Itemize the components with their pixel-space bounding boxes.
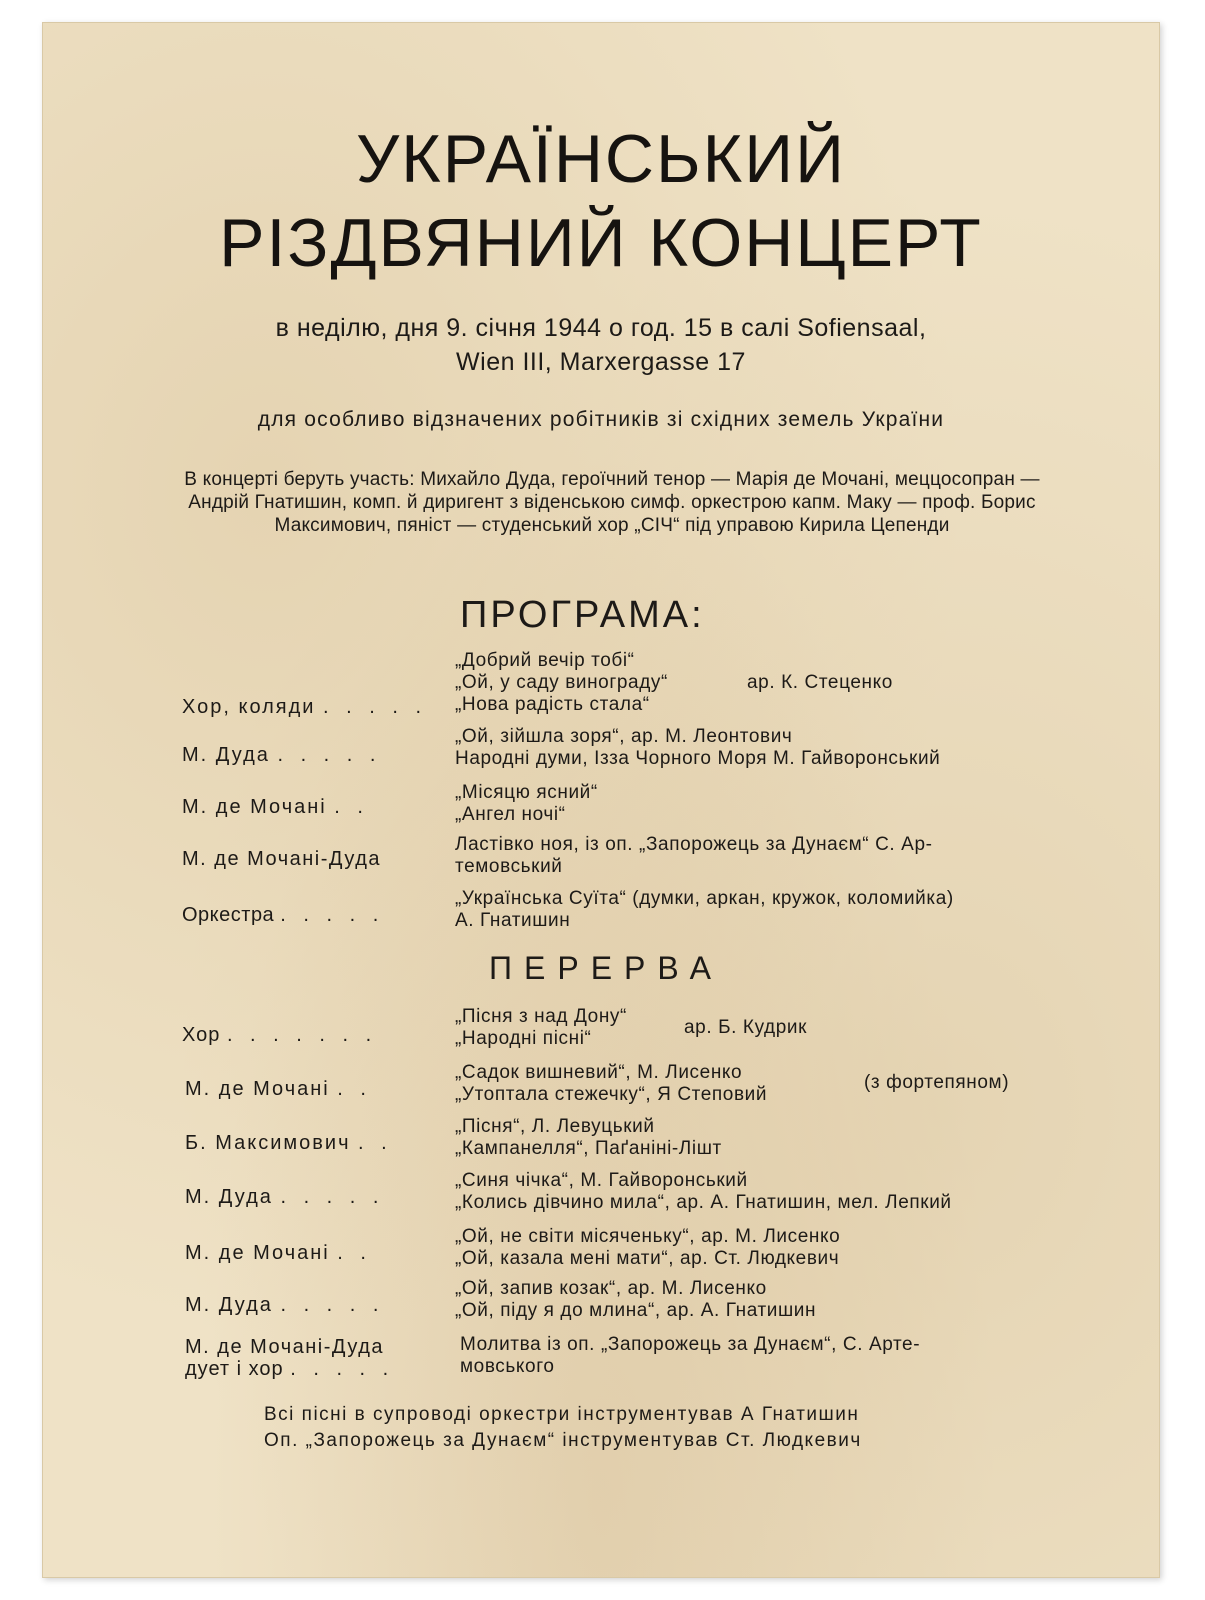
performer-choir: Хор . . . . . . . [182, 1024, 378, 1046]
performer-de-mochani-duda: М. де Мочані-Дуда [182, 848, 381, 870]
performer-duda: М. Дуда . . . . . [185, 1294, 385, 1316]
footer-note-1: Всі пісні в супроводі оркестри інструментував А Гнатишин [264, 1404, 860, 1425]
footer-note-2: Оп. „Запорожець за Дунаєм“ інструментував Ст. Людкевич [264, 1430, 862, 1451]
dedication: для особливо відзначених робітників зі східних земель України [257, 408, 945, 431]
performer-choir-carols: Хор, коляди . . . . . [182, 696, 428, 718]
work-line: „Ой, казала мені мати“, ар. Ст. Людкевич [455, 1248, 840, 1269]
accompaniment-note: (з фортепяном) [864, 1072, 1010, 1093]
performer-duet-choir: дует і хор . . . . . [185, 1358, 395, 1380]
concert-program-sheet [42, 22, 1160, 1578]
performer-duda: М. Дуда . . . . . [182, 744, 382, 766]
work-line: „Синя чічка“, М. Гайворонський [455, 1170, 748, 1191]
work-line: „Кампанелля“, Паґаніні-Лішт [455, 1138, 722, 1159]
performer-de-mochani: М. де Мочані . . [185, 1078, 372, 1100]
title-line-2: РІЗДВЯНИЙ КОНЦЕРТ [219, 205, 983, 281]
performer-orchestra: Оркестра . . . . . [182, 904, 385, 926]
work-line: Ластівко ноя, із оп. „Запорожець за Дунаєм“ С. Ар- [455, 834, 933, 855]
work-line: темовський [455, 856, 563, 877]
date-line: в неділю, дня 9. січня 1944 о год. 15 в салі Sofiensaal, [275, 314, 927, 342]
work-line: „Садок вишневий“, М. Лисенко [455, 1062, 743, 1083]
work-line: „Нова радість стала“ [455, 694, 650, 715]
performer-duda: М. Дуда . . . . . [185, 1186, 385, 1208]
address-line: Wien III, Marxergasse 17 [456, 348, 746, 376]
work-line: „Утоптала стежечку“, Я Степовий [455, 1084, 768, 1105]
work-line: „Колись дівчино мила“, ар. А. Гнатишин, мел. Лепкий [455, 1192, 952, 1213]
work-line: „Ой, піду я до млина“, ар. А. Гнатишин [455, 1300, 817, 1321]
work-line: „Ой, у саду винограду“ [455, 672, 668, 693]
work-line: мовського [460, 1356, 555, 1377]
work-line: „Ангел ночі“ [455, 804, 566, 825]
work-line: „Ой, зійшла зоря“, ар. М. Леонтович [455, 726, 793, 747]
participants-paragraph: В концерті беруть участь: Михайло Дуда, героїчний тенор — Марія де Мочані, меццосопран — Андрій Гнатишин, комп. й диригент з віденською симф. оркестрою капм. Маку — проф. Борис Максимович, пяніст — студенський хор „СІЧ“ під управою Кирила Цепенди [184, 469, 1040, 536]
work-line: „Ой, не світи місяченьку“, ар. М. Лисенко [455, 1226, 841, 1247]
work-line: Народні думи, Ізза Чорного Моря М. Гайворонський [455, 748, 941, 769]
program-heading: ПРОГРАМА: [460, 594, 705, 636]
work-line: А. Гнатишин [455, 910, 571, 931]
arranger: ар. Б. Кудрик [684, 1017, 808, 1038]
work-line: „Пісня з над Дону“ [455, 1006, 627, 1027]
work-line: „Ой, запив козак“, ар. М. Лисенко [455, 1278, 767, 1299]
title-line-1: УКРАЇНСЬКИЙ [355, 121, 847, 197]
work-line: Молитва із оп. „Запорожець за Дунаєм“, С. Арте- [460, 1334, 921, 1355]
work-line: „Пісня“, Л. Левуцький [455, 1116, 655, 1137]
arranger: ар. К. Стеценко [747, 672, 893, 693]
work-line: „Народні пісні“ [455, 1028, 592, 1049]
performer-de-mochani-duda: М. де Мочані-Дуда [185, 1336, 384, 1358]
work-line: „Місяцю ясний“ [455, 782, 598, 803]
work-line: „Українська Суїта“ (думки, аркан, кружок, коломийка) [455, 888, 954, 909]
interval-heading: ПЕРЕРВА [489, 950, 723, 986]
performer-maksymovych: Б. Максимович . . [185, 1132, 393, 1154]
performer-de-mochani: М. де Мочані . . [185, 1242, 372, 1264]
performer-de-mochani: М. де Мочані . . [182, 796, 369, 818]
work-line: „Добрий вечір тобі“ [455, 650, 635, 671]
